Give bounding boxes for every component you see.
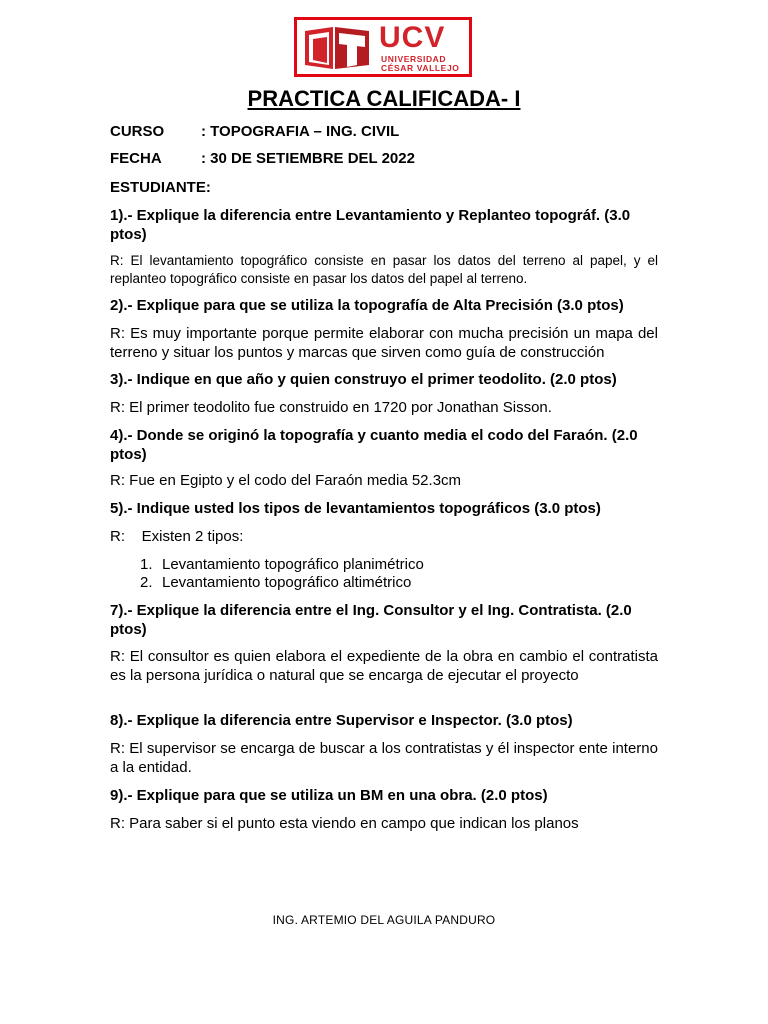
- answer-8: R: El supervisor se encarga de buscar a los contratistas y él inspector ente interno a la entidad.: [110, 740, 658, 776]
- estudiante-label: ESTUDIANTE:: [110, 179, 211, 196]
- list-item-text: Levantamiento topográfico planimétrico: [162, 556, 424, 573]
- question-1: 1).- Explique la diferencia entre Levantamiento y Replanteo topográf. (3.0 ptos): [110, 207, 631, 243]
- ucv-logo: [294, 17, 472, 77]
- question-9: 9).- Explique para que se utiliza un BM en una obra. (2.0 ptos): [110, 787, 548, 804]
- footer-author: ING. ARTEMIO DEL AGUILA PANDURO: [272, 913, 496, 927]
- curso-label: CURSO: [110, 123, 165, 140]
- list-item: [140, 555, 424, 574]
- list-item-number: 2.: [140, 574, 153, 591]
- answer-2: R: Es muy importante porque permite elaborar con mucha precisión un mapa del terreno y situar los puntos y marcas que sirven como guía de construcción: [110, 325, 658, 361]
- question-3: 3).- Indique en que año y quien construyo el primer teodolito. (2.0 ptos): [110, 371, 617, 388]
- fecha-label: FECHA: [110, 150, 162, 167]
- logo-line2: CÉSAR VALLEJO: [381, 63, 460, 73]
- question-8: 8).- Explique la diferencia entre Supervisor e Inspector. (3.0 ptos): [110, 712, 573, 729]
- estudiante-row: [110, 179, 211, 196]
- answer-7: R: El consultor es quien elabora el expediente de la obra en cambio el contratista es la persona jurídica o natural que se encarga de ejecutar el proyecto: [110, 648, 658, 684]
- question-5: 5).- Indique usted los tipos de levantamientos topográficos (3.0 ptos): [110, 500, 601, 517]
- page-title: PRACTICA CALIFICADA- I: [247, 86, 521, 111]
- question-4: 4).- Donde se originó la topografía y cuanto media el codo del Faraón. (2.0 ptos): [110, 427, 638, 463]
- fecha-value: : 30 DE SETIEMBRE DEL 2022: [201, 150, 415, 167]
- curso-value: : TOPOGRAFIA – ING. CIVIL: [201, 123, 400, 140]
- question-7: 7).- Explique la diferencia entre el Ing. Consultor y el Ing. Contratista. (2.0 ptos): [110, 602, 632, 638]
- list-item-text: Levantamiento topográfico altimétrico: [162, 574, 412, 591]
- answer-4: R: Fue en Egipto y el codo del Faraón media 52.3cm: [110, 472, 462, 489]
- logo-line1: UNIVERSIDAD: [381, 54, 447, 64]
- list-item-number: 1.: [140, 556, 153, 573]
- answer-3: R: El primer teodolito fue construido en 1720 por Jonathan Sisson.: [110, 399, 552, 416]
- curso-row: [110, 123, 399, 140]
- answer-5: R: Existen 2 tipos:: [110, 528, 244, 545]
- logo-acronym: UCV: [379, 21, 446, 54]
- answer-1: R: El levantamiento topográfico consiste en pasar los datos del terreno al papel, y el replanteo topográfico consiste en pasar los datos del papel al terreno.: [110, 253, 658, 286]
- ucv-emblem-icon: [303, 25, 371, 71]
- fecha-row: [110, 150, 415, 167]
- answer-9: R: Para saber si el punto esta viendo en campo que indican los planos: [110, 815, 579, 832]
- question-2: 2).- Explique para que se utiliza la topografía de Alta Precisión (3.0 ptos): [110, 297, 624, 314]
- list-item: [140, 573, 411, 592]
